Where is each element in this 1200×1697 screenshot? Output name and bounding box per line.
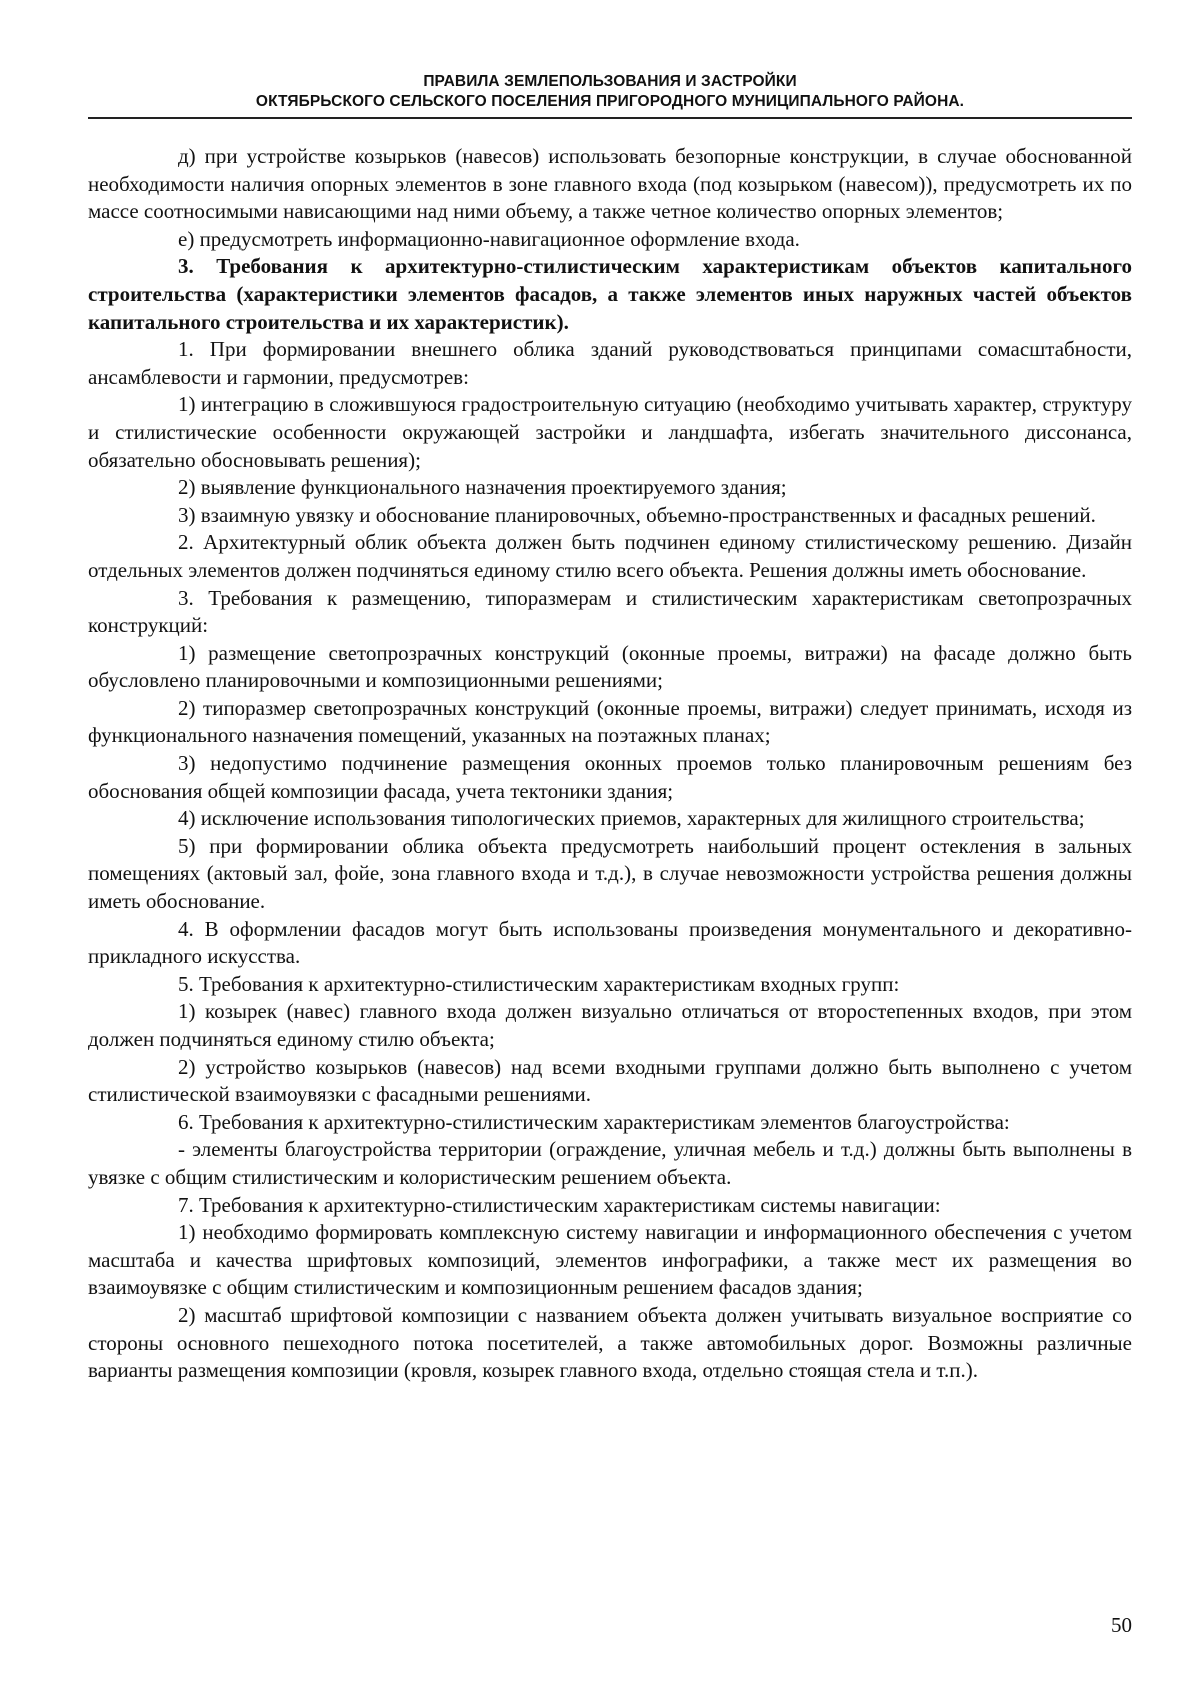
section-heading: 3. Требования к архитектурно-стилистическим характеристикам объектов капитального строительства (характеристики элементов фасадов, а также элементов иных наружных частей объектов капитального строительства и их характеристик). bbox=[88, 254, 1132, 334]
header-divider bbox=[88, 117, 1132, 119]
paragraph: 1) размещение светопрозрачных конструкций (оконные проемы, витражи) на фасаде должно быть обусловлено планировочными и композиционными решениями; bbox=[88, 640, 1132, 693]
paragraph: 7. Требования к архитектурно-стилистическим характеристикам системы навигации: bbox=[178, 1192, 941, 1217]
paragraph: 1) необходимо формировать комплексную систему навигации и информационного обеспечения с учетом масштаба и качества шрифтовых композиций, элементов инфографики, а также мест их размещения во взаимоувязке с общим стилистическим и композиционным решением фасадов здания; bbox=[88, 1220, 1132, 1300]
paragraph: 5) при формировании облика объекта предусмотреть наибольший процент остекления в зальных помещениях (актовый зал, фойе, зона главного входа и т.д.), в случае невозможности устройства решения должны иметь обоснование. bbox=[88, 833, 1132, 914]
paragraph: - элементы благоустройства территории (ограждение, уличная мебель и т.д.) должны быть выполнены в увязке с общим стилистическим и колористическим решением объекта. bbox=[88, 1137, 1132, 1189]
paragraph: 6. Требования к архитектурно-стилистическим характеристикам элементов благоустройства: bbox=[178, 1109, 1010, 1134]
paragraph: 1) козырек (навес) главного входа должен визуально отличаться от второстепенных входов, при этом должен подчиняться единому стилю объекта; bbox=[88, 999, 1132, 1051]
paragraph: 2) устройство козырьков (навесов) над всеми входными группами должно быть выполнено с учетом стилистической взаимоувязки с фасадными решениями. bbox=[88, 1054, 1132, 1107]
page-number: 50 bbox=[1111, 1613, 1132, 1637]
paragraph: 3) взаимную увязку и обоснование планировочных, объемно-пространственных и фасадных решений. bbox=[178, 502, 1096, 527]
running-header bbox=[90, 72, 1130, 112]
paragraph: 2. Архитектурный облик объекта должен быть подчинен единому стилистическому решению. Дизайн отдельных элементов должен подчиняться единому стилю всего объекта. Решения должны иметь обоснование. bbox=[88, 530, 1132, 582]
paragraph: 2) масштаб шрифтовой композиции с названием объекта должен учитывать визуальное восприятие со стороны основного пешеходного потока посетителей, а также автомобильных дорог. Возможны различные варианты размещения композиции (кровля, козырек главного входа, отдельно стоящая стела и т.п.). bbox=[88, 1302, 1132, 1383]
body-text bbox=[88, 143, 1132, 1385]
paragraph: 4. В оформлении фасадов могут быть использованы произведения монументального и декоративно-прикладного искусства. bbox=[88, 916, 1132, 969]
header-line-1: ПРАВИЛА ЗЕМЛЕПОЛЬЗОВАНИЯ И ЗАСТРОЙКИ bbox=[423, 73, 797, 90]
paragraph: 2) типоразмер светопрозрачных конструкций (оконные проемы, витражи) следует принимать, исходя из функционального назначения помещений, указанных на поэтажных планах; bbox=[88, 695, 1132, 748]
paragraph: 4) исключение использования типологических приемов, характерных для жилищного строительства; bbox=[178, 806, 1085, 831]
paragraph: 3) недопустимо подчинение размещения оконных проемов только планировочным решениям без обоснования общей композиции фасада, учета тектоники здания; bbox=[88, 751, 1132, 803]
paragraph: д) при устройстве козырьков (навесов) использовать безопорные конструкции, в случае обоснованной необходимости наличия опорных элементов в зоне главного входа (под козырьком (навесом)), предусмотреть их по массе соотносимыми нависающими над ними объему, а также четное количество опорных элементов; bbox=[88, 144, 1132, 224]
paragraph: е) предусмотреть информационно-навигационное оформление входа. bbox=[178, 226, 800, 251]
paragraph: 5. Требования к архитектурно-стилистическим характеристикам входных групп: bbox=[178, 971, 900, 996]
paragraph: 1. При формировании внешнего облика зданий руководствоваться принципами сомасштабности, ансамблевости и гармонии, предусмотрев: bbox=[88, 337, 1132, 389]
paragraph: 1) интеграцию в сложившуюся градостроительную ситуацию (необходимо учитывать характер, структуру и стилистические особенности окружающей застройки и ландшафта, избегать значительного диссонанса, обязательно обосновывать решения); bbox=[88, 392, 1132, 472]
header-line-2: ОКТЯБРЬСКОГО СЕЛЬСКОГО ПОСЕЛЕНИЯ ПРИГОРОДНОГО МУНИЦИПАЛЬНОГО РАЙОНА. bbox=[255, 93, 965, 110]
paragraph: 2) выявление функционального назначения проектируемого здания; bbox=[178, 475, 787, 500]
paragraph: 3. Требования к размещению, типоразмерам и стилистическим характеристикам светопрозрачных конструкций: bbox=[88, 585, 1132, 638]
